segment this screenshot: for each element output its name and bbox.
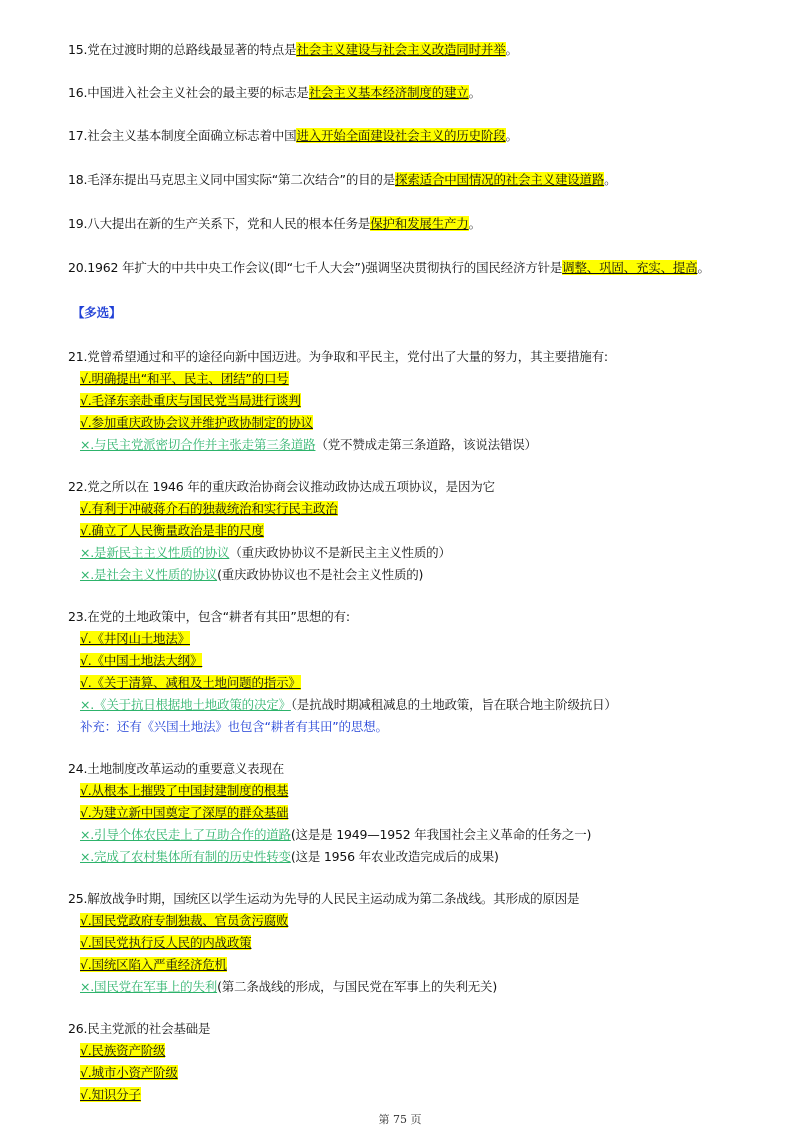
punctuation: 。	[604, 172, 617, 187]
answer-highlight: 探索适合中国情况的社会主义建设道路	[395, 172, 605, 187]
question-text: 17.社会主义基本制度全面确立标志着中国	[68, 128, 297, 143]
question-18	[68, 171, 616, 189]
answer-highlight: 社会主义建设与社会主义改造同时并举	[296, 42, 506, 57]
wrong-option: ×.是社会主义性质的协议(重庆政协协议也不是社会主义性质的)	[80, 567, 424, 582]
correct-option: √.知识分子	[80, 1087, 141, 1102]
explanation-note: （是抗战时期减租减息的土地政策，旨在联合地主阶级抗日）	[290, 697, 617, 712]
wrong-option: ×.与民主党派密切合作并主张走第三条道路（党不赞成走第三条道路，该说法错误）	[80, 437, 537, 452]
wrong-option: ×.完成了农村集体所有制的历史性转变(这是 1956 年农业改造完成后的成果)	[80, 849, 499, 864]
correct-option: √.确立了人民衡量政治是非的尺度	[80, 523, 264, 538]
answer-highlight: 调整、巩固、充实、提高	[562, 260, 698, 275]
correct-option: √.《中国土地法大纲》	[80, 653, 203, 668]
question-20	[68, 259, 710, 277]
question-24-stem: 24.土地制度改革运动的重要意义表现在	[68, 761, 285, 776]
correct-option: √.城市小资产阶级	[80, 1065, 178, 1080]
explanation-note: (第二条战线的形成，与国民党在军事上的失利无关)	[217, 979, 498, 994]
punctuation: 。	[697, 260, 710, 275]
question-21-stem: 21.党曾希望通过和平的途径向新中国迈进。为争取和平民主，党付出了大量的努力，其主要措施有:	[68, 349, 608, 364]
correct-option: √.为建立新中国奠定了深厚的群众基础	[80, 805, 289, 820]
wrong-option: ×.是新民主主义性质的协议（重庆政协协议不是新民主主义性质的）	[80, 545, 451, 560]
question-text: 20.1962 年扩大的中共中央工作会议(即“七千人大会”)强调坚决贯彻执行的国民经济方针是	[68, 260, 563, 275]
correct-option: √.毛泽东亲赴重庆与国民党当局进行谈判	[80, 393, 301, 408]
question-19	[68, 215, 481, 233]
question-22-stem: 22.党之所以在 1946 年的重庆政治协商会议推动政协达成五项协议，是因为它	[68, 479, 495, 494]
answer-highlight: 保护和发展生产力	[370, 216, 469, 231]
question-23-stem: 23.在党的土地政策中，包含“耕者有其田”思想的有:	[68, 609, 350, 624]
question-17	[68, 127, 518, 145]
explanation-note: (重庆政协协议也不是社会主义性质的)	[217, 567, 424, 582]
correct-option: √.《关于清算、减租及土地问题的指示》	[80, 675, 301, 690]
question-15	[68, 41, 518, 59]
correct-option: √.《井冈山土地法》	[80, 631, 190, 646]
explanation-note: (这是是 1949—1952 年我国社会主义革命的任务之一)	[290, 827, 592, 842]
correct-option: √.国民党执行反人民的内战政策	[80, 935, 252, 950]
explanation-note: （重庆政协协议不是新民主主义性质的）	[229, 545, 451, 560]
page-number: 第 75 页	[378, 1113, 422, 1126]
correct-option: √.参加重庆政协会议并维护政协制定的协议	[80, 415, 313, 430]
question-25-stem: 25.解放战争时期，国统区以学生运动为先导的人民民主运动成为第二条战线。其形成的原因是	[68, 891, 580, 906]
question-text: 15.党在过渡时期的总路线最显著的特点是	[68, 42, 297, 57]
explanation-note: (这是 1956 年农业改造完成后的成果)	[290, 849, 499, 864]
correct-option: √.从根本上摧毁了中国封建制度的根基	[80, 783, 289, 798]
question-26-stem: 26.民主党派的社会基础是	[68, 1021, 211, 1036]
punctuation: 。	[468, 85, 481, 100]
correct-option: √.明确提出“和平、民主、团结”的口号	[80, 371, 289, 386]
answer-highlight: 社会主义基本经济制度的建立	[308, 85, 469, 100]
correct-option: √.有利于冲破蒋介石的独裁统治和实行民主政治	[80, 501, 338, 516]
wrong-option: ×.引导个体农民走上了互助合作的道路(这是是 1949—1952 年我国社会主义革命的任务之一)	[80, 827, 592, 842]
correct-option: √.民族资产阶级	[80, 1043, 166, 1058]
supplement-note: 补充：还有《兴国土地法》也包含“耕者有其田”的思想。	[80, 719, 388, 734]
correct-option: √.国民党政府专制独裁、官员贪污腐败	[80, 913, 289, 928]
question-16	[68, 84, 481, 102]
correct-option: √.国统区陷入严重经济危机	[80, 957, 227, 972]
question-text: 16.中国进入社会主义社会的最主要的标志是	[68, 85, 309, 100]
wrong-option: ×.国民党在军事上的失利(第二条战线的形成，与国民党在军事上的失利无关)	[80, 979, 498, 994]
explanation-note: （党不赞成走第三条道路，该说法错误）	[315, 437, 537, 452]
answer-highlight: 进入开始全面建设社会主义的历史阶段	[296, 128, 506, 143]
punctuation: 。	[505, 128, 518, 143]
section-heading: 【多选】	[72, 305, 122, 320]
punctuation: 。	[468, 216, 481, 231]
question-text: 18.毛泽东提出马克思主义同中国实际“第二次结合”的目的是	[68, 172, 396, 187]
wrong-option: ×.《关于抗日根据地土地政策的决定》（是抗战时期减租减息的土地政策，旨在联合地主阶级抗日）	[80, 697, 617, 712]
question-text: 19.八大提出在新的生产关系下，党和人民的根本任务是	[68, 216, 371, 231]
punctuation: 。	[505, 42, 518, 57]
